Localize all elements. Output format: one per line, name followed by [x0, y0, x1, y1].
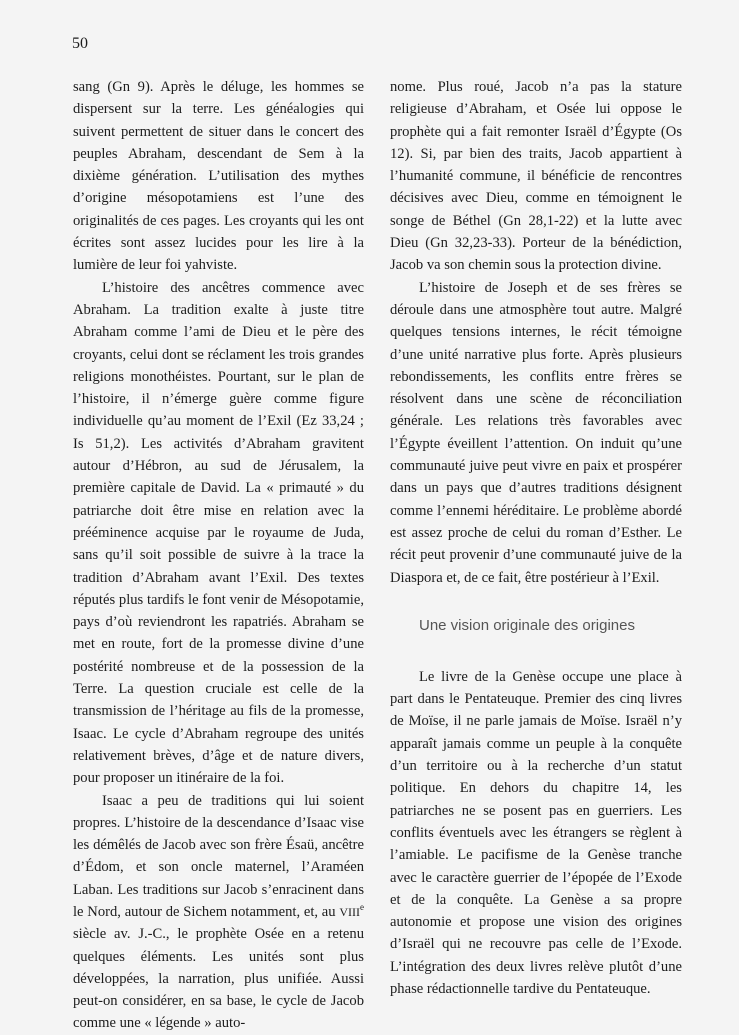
paragraph — [73, 790, 364, 1035]
paragraph: sang (Gn 9). Après le déluge, les hommes se dispersent sur la terre. Les généalogies qui suivent permettent de situer dans le concert des peuples Abraham, descendant de Sem à la dixième génération. L’utilisation des mythes d’origine mésopotamiens est l’une des originalités de ces pages. Les croyants qui les ont écrites sont assez lucides pour les lire à la lumière de leur foi yahviste. — [73, 79, 364, 274]
century-superscript: e — [360, 902, 364, 913]
paragraph: L’histoire de Joseph et de ses frères se déroule dans une atmosphère tout autre. Malgré quelques tensions internes, le récit témoigne d’une unité narrative plus forte. Après plusieurs rebondissements, les conflits entre frères se résolvent dans une scène de réconciliation générale. Les relations très favorables avec l’Égypte éveillent l’attention. On induit qu’une communauté juive peut vivre en paix et prospérer dans un pays que d’autres traditions désignent comme l’ennemi héréditaire. Le problème abordé est assez proche de celui du roman d’Esther. Le récit peut provenir d’une communauté juive de la Diaspora et, de ce fait, être postérieur à l’Exil. — [390, 279, 682, 586]
page-number: 50 — [72, 35, 88, 52]
paragraph-text: Isaac a peu de traditions qui lui soient propres. L’histoire de la descendance d’Isaac vise les démêlés de Jacob avec son frère Ésaü, ancêtre d’Édom, et son oncle maternel, l’Araméen Laban. Les traditions sur Jacob s’enracinent dans le Nord, autour de Sichem notamment, et, au — [73, 792, 364, 920]
paragraph: L’histoire des ancêtres commence avec Abraham. La tradition exalte à juste titre Abraham comme l’ami de Dieu et le père des croyants, celui dont se réclament les trois grandes religions monothéistes. Pourtant, sur le plan de l’histoire, il n’émerge guère comme figure individuelle qu’au moment de l’Exil (Ez 33,24 ; Is 51,2). Les activités d’Abraham gravitent autour d’Hébron, au sud de Jérusalem, la première capitale de David. La « primauté » du patriarche doit être mise en relation avec la prééminence acquise par le royaume de Juda, sans qu’il soit possible de suivre à la trace la tradition d’Abraham avant l’Exil. Des textes réputés plus tardifs le font venir de Mésopotamie, pays d’où reviendront les rapatriés. Abraham se met en route, fort de la promesse divine d’une postérité nombreuse et de la possession de la Terre. La question cruciale est celle de la transmission de l’héritage au fils de la promesse, Isaac. Le cycle d’Abraham regroupe des unités relativement brèves, d’âge et de nature divers, pour proposer un itinéraire de la foi. — [73, 279, 364, 787]
century-numeral: VIII — [339, 904, 360, 919]
paragraph: nome. Plus roué, Jacob n’a pas la stature religieuse d’Abraham, et Osée lui oppose le prophète qui a fait remonter Israël d’Égypte (Os 12). Si, par bien des traits, Jacob appartient à l’humanité commune, il bénéficie de rencontres décisives avec Dieu, comme en témoignent le songe de Béthel (Gn 28,1-22) et la lutte avec Dieu (Gn 32,23-33). Porteur de la bénédiction, Jacob va son chemin sous la protection divine. — [390, 79, 682, 274]
paragraph: Le livre de la Genèse occupe une place à part dans le Pentateuque. Premier des cinq livres de Moïse, il ne parle jamais de Moïse. Israël n’y apparaît jamais comme un peuple à la conquête d’un territoire ou à la recherche d’un statut politique. En dehors du chapitre 14, les patriarches ne se posent pas en guerriers. Les conflits éventuels avec les étrangers se règlent à l’amiable. Le pacifisme de la Genèse tranche avec le caractère guerrier de l’épopée de l’Exode et de la conquête. La Genèse a sa propre autonomie et propose une vision des origines d’Israël qui ne recouvre pas celle de l’Exode. L’intégration des deux livres relève plutôt d’une phase rédactionnelle tardive du Pentateuque. — [390, 668, 682, 997]
paragraph-text: siècle av. J.-C., le prophète Osée en a retenu quelques éléments. Les unités sont plus développées, la narration, plus unifiée. Aussi peut-on considérer, en sa base, le cycle de Jacob comme une « légende » auto- — [73, 926, 364, 1032]
left-column — [73, 76, 364, 1035]
section-heading: Une vision originale des origines — [419, 616, 635, 634]
right-column — [390, 76, 682, 1000]
